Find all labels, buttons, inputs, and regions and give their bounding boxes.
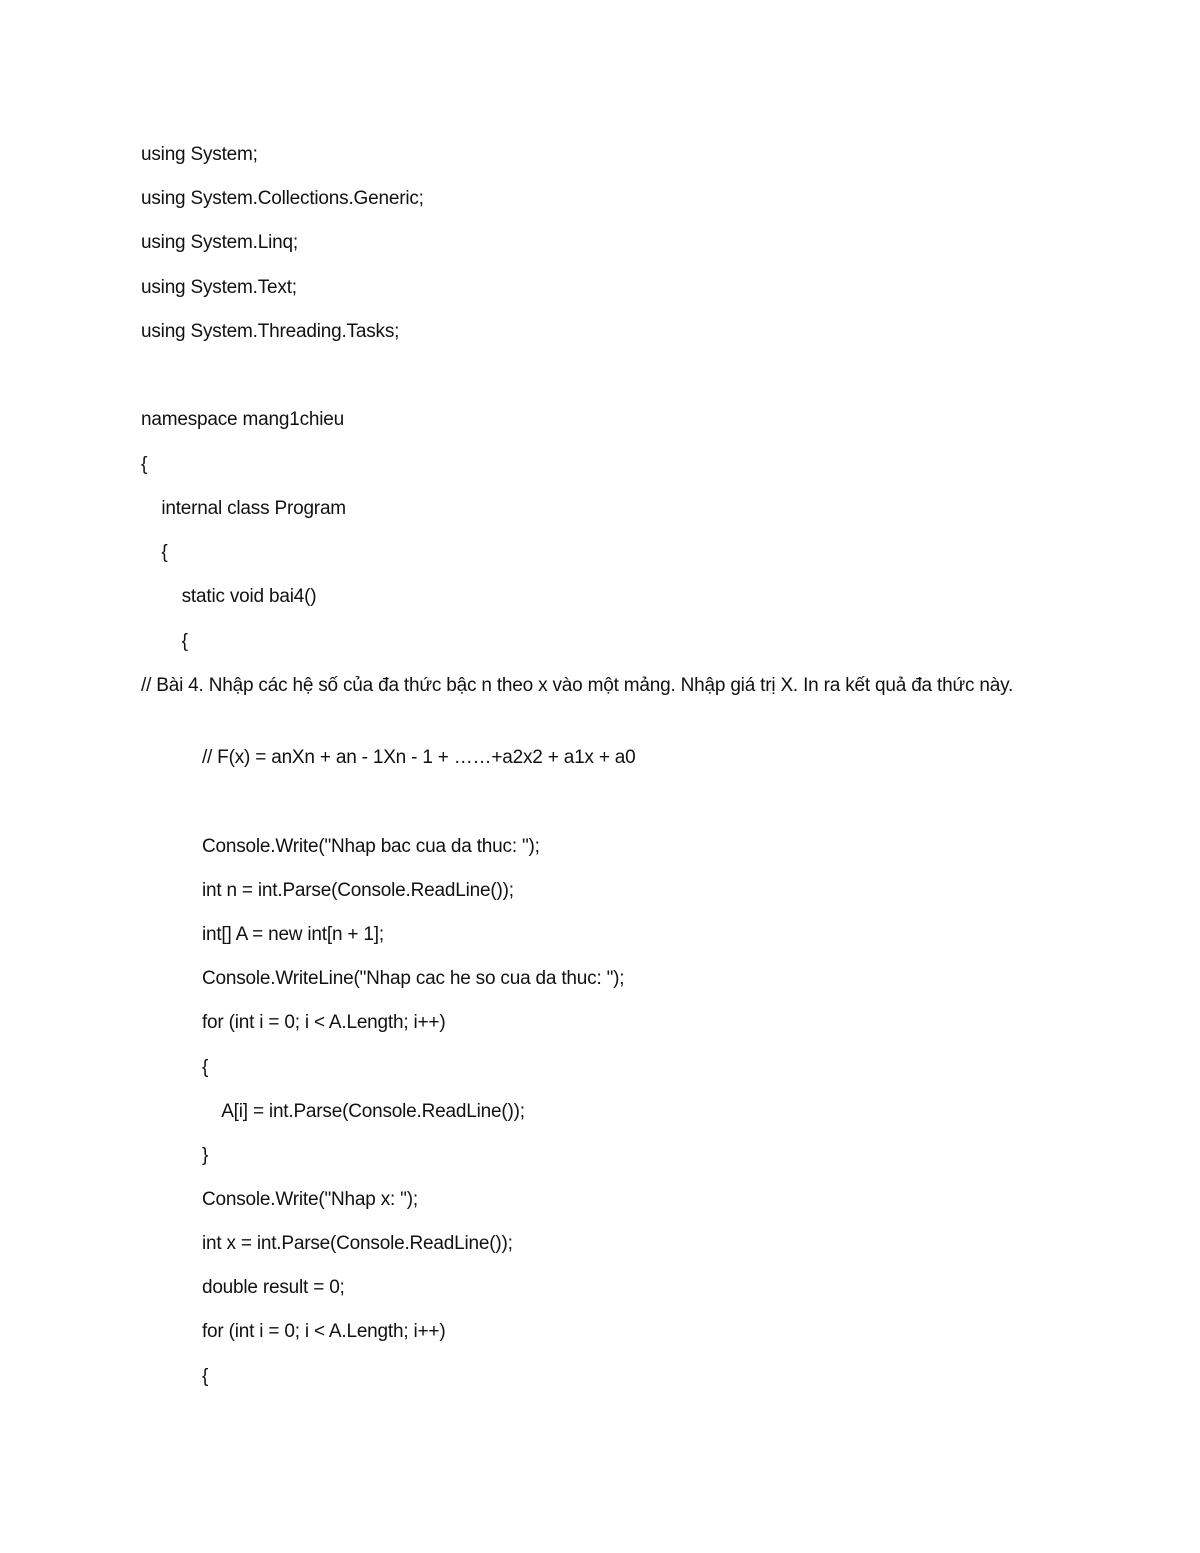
code-line-for-loop-2: for (int i = 0; i < A.Length; i++): [141, 1321, 446, 1342]
code-line-write-x: Console.Write("Nhap x: ");: [141, 1189, 418, 1210]
code-comment-exercise: // Bài 4. Nhập các hệ số của đa thức bậc n theo x vào một mảng. Nhập giá trị X. In ra kết quả đa thức này.: [141, 675, 1014, 696]
code-line-parse-n: int n = int.Parse(Console.ReadLine());: [141, 880, 514, 901]
code-line-for-close-brace-1: }: [141, 1145, 209, 1166]
code-line-namespace: namespace mang1chieu: [141, 409, 345, 430]
code-line-writeline-coeffs: Console.WriteLine("Nhap cac he so cua da thuc: ");: [141, 968, 625, 989]
code-line-class-open-brace: {: [141, 542, 168, 563]
code-line-write-degree: Console.Write("Nhap bac cua da thuc: ");: [141, 836, 540, 857]
code-line-method-declaration: static void bai4(): [141, 586, 317, 607]
code-line-for-open-brace-1: {: [141, 1057, 209, 1078]
code-line-namespace-open-brace: {: [141, 454, 148, 475]
code-line-class-declaration: internal class Program: [141, 498, 346, 519]
code-line-read-coefficient: A[i] = int.Parse(Console.ReadLine());: [141, 1101, 525, 1122]
code-line-using-collections: using System.Collections.Generic;: [141, 188, 424, 209]
code-line-using-system: using System;: [141, 144, 258, 165]
code-line-using-linq: using System.Linq;: [141, 232, 298, 253]
code-comment-formula: // F(x) = anXn + an - 1Xn - 1 + ……+a2x2 + a1x + a0: [141, 747, 636, 768]
code-line-parse-x: int x = int.Parse(Console.ReadLine());: [141, 1233, 513, 1254]
code-line-result-init: double result = 0;: [141, 1277, 345, 1298]
code-line-using-text: using System.Text;: [141, 277, 297, 298]
code-line-for-loop-1: for (int i = 0; i < A.Length; i++): [141, 1012, 446, 1033]
code-line-for-open-brace-2: {: [141, 1366, 209, 1387]
code-line-using-tasks: using System.Threading.Tasks;: [141, 321, 400, 342]
code-line-array-alloc: int[] A = new int[n + 1];: [141, 924, 384, 945]
code-line-method-open-brace: {: [141, 631, 188, 652]
